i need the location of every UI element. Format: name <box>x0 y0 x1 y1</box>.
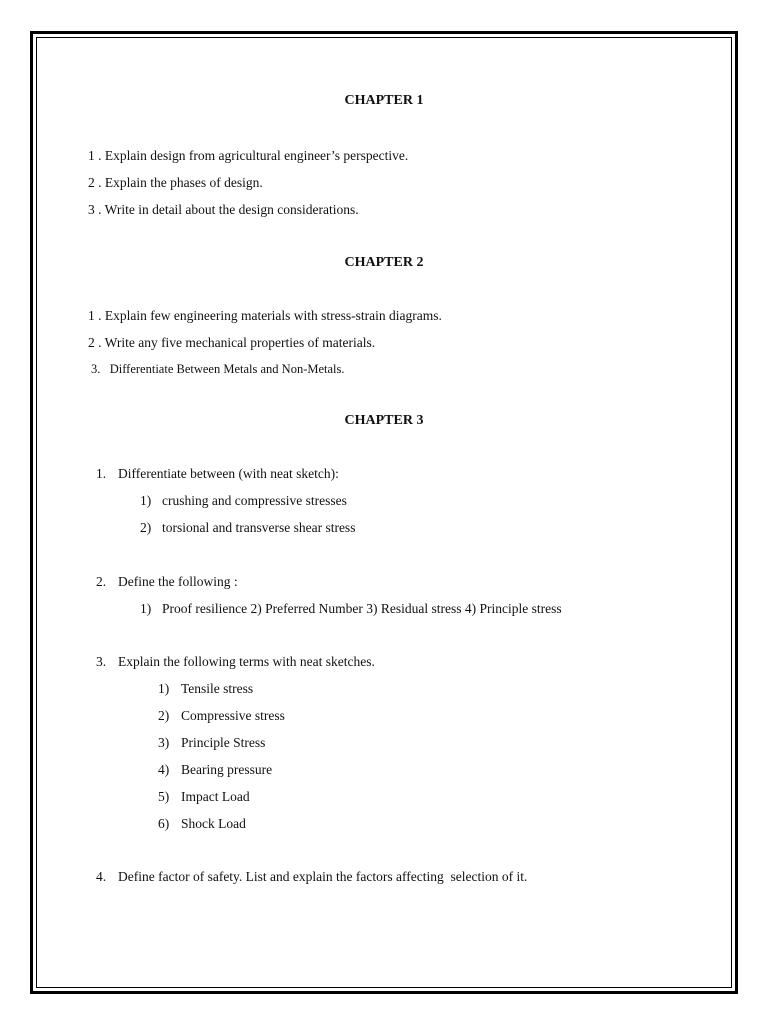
chapter-3-q3-sub-6-text: Shock Load <box>181 816 246 831</box>
chapter-3-q3-sub-2-text: Compressive stress <box>181 708 285 723</box>
chapter-2-heading: CHAPTER 2 <box>344 255 424 270</box>
chapter-3-q1-sub-1-text: crushing and compressive stresses <box>162 493 347 508</box>
chapter-3-q3-sub-1-text: Tensile stress <box>181 681 254 696</box>
chapter-3-q3-sub-3-text: Principle Stress <box>181 735 266 750</box>
chapter-3-q4-number: 4. <box>96 869 107 884</box>
chapter-3-q3-text: Explain the following terms with neat sketches. <box>118 654 375 669</box>
chapter-2-question-1: 1 . Explain few engineering materials with stress-strain diagrams. <box>88 308 442 323</box>
chapter-3-q1-number: 1. <box>96 466 107 481</box>
chapter-3-q3-sub-3-number: 3) <box>158 735 170 750</box>
chapter-3-q2-text: Define the following : <box>118 574 238 589</box>
chapter-1-question-2: 2 . Explain the phases of design. <box>88 175 263 190</box>
chapter-3-q3-sub-4-text: Bearing pressure <box>181 762 273 777</box>
chapter-3-q3-sub-2-number: 2) <box>158 708 170 723</box>
chapter-3-q3-sub-1-number: 1) <box>158 681 170 696</box>
chapter-3-q3-sub-5-text: Impact Load <box>181 789 250 804</box>
chapter-3-q3-number: 3. <box>96 654 107 669</box>
chapter-3-q3-sub-5-number: 5) <box>158 789 170 804</box>
chapter-3-q2-sub-1-number: 1) <box>140 601 152 616</box>
chapter-3-q1-sub-1-number: 1) <box>140 493 152 508</box>
chapter-3-q1-sub-2-number: 2) <box>140 520 152 535</box>
chapter-3-q1-sub-2-text: torsional and transverse shear stress <box>162 520 356 535</box>
chapter-3-q2-number: 2. <box>96 574 107 589</box>
chapter-2-question-2: 2 . Write any five mechanical properties of materials. <box>88 335 376 350</box>
chapter-1-question-1: 1 . Explain design from agricultural engineer’s perspective. <box>88 148 409 163</box>
chapter-3-q1-text: Differentiate between (with neat sketch): <box>118 466 339 481</box>
chapter-3-q3-sub-6-number: 6) <box>158 816 170 831</box>
chapter-1-heading: CHAPTER 1 <box>344 93 424 108</box>
chapter-1-question-3: 3 . Write in detail about the design considerations. <box>88 202 359 217</box>
chapter-3-q4-text: Define factor of safety. List and explain the factors affecting selection of it. <box>118 869 528 884</box>
chapter-3-heading: CHAPTER 3 <box>344 413 424 428</box>
chapter-2-question-3: 3. Differentiate Between Metals and Non-Metals. <box>91 362 345 376</box>
chapter-3-q3-sub-4-number: 4) <box>158 762 170 777</box>
chapter-3-q2-sub-1-text: Proof resilience 2) Preferred Number 3) Residual stress 4) Principle stress <box>162 601 562 616</box>
